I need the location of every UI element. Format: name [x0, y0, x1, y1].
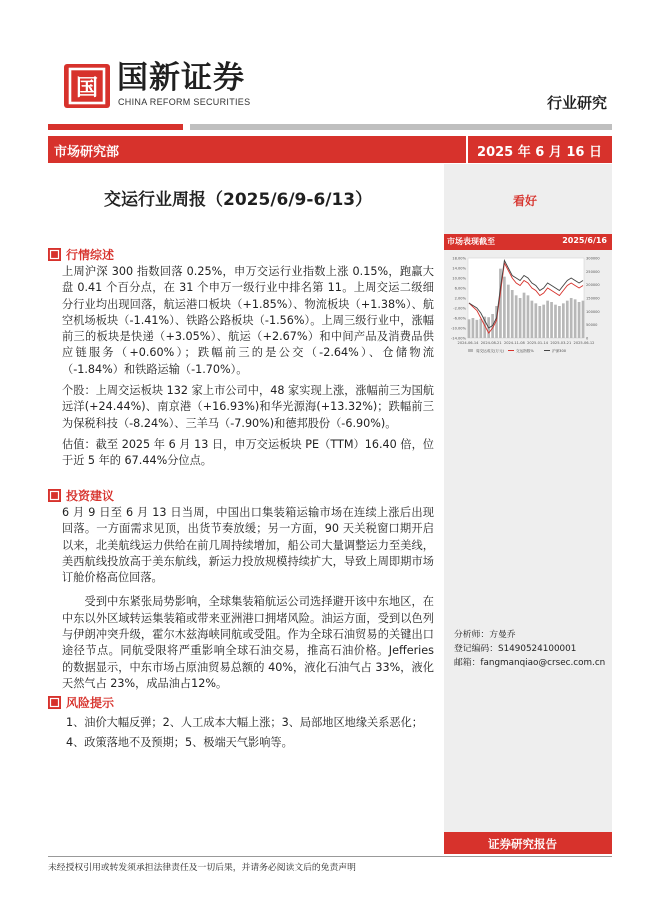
chart-svg — [444, 252, 612, 362]
y-tick-label-left: 18.00% — [452, 256, 466, 261]
logo-mark — [64, 64, 110, 108]
volume-bar — [550, 302, 553, 338]
section-header-invest — [48, 487, 433, 505]
volume-bar — [534, 303, 537, 338]
legend-label: 交运指数% — [516, 349, 534, 353]
chart-header — [444, 234, 612, 250]
sidebar — [444, 164, 612, 854]
report-title: 交运行业周报（2025/6/9-6/13） — [104, 190, 373, 210]
volume-bar — [566, 301, 569, 338]
risk-line: 4、政策落地不及预期；5、极端天气影响等。 — [66, 736, 293, 749]
volume-bar — [507, 285, 510, 338]
legend-swatch — [468, 349, 473, 352]
y-tick-label-right: 100000 — [586, 309, 600, 314]
volume-bar — [538, 306, 541, 338]
volume-bar — [546, 301, 549, 338]
investment-advice-text — [62, 505, 434, 692]
report-type: 行业研究 — [546, 94, 607, 112]
x-tick-label: 2025-01-14 — [527, 341, 549, 345]
y-tick-label-left: -10.00% — [451, 326, 466, 331]
y-tick-label-right: 50000 — [586, 323, 598, 328]
x-tick-label: 2024-11-08 — [503, 341, 525, 345]
volume-bar — [479, 319, 482, 338]
volume-bar — [578, 302, 581, 338]
disclaimer: 未经授权引用或转发须承担法律责任及一切后果，并请务必阅读文后的免责声明 — [48, 856, 612, 873]
analyst-name: 分析师：方曼乔 — [454, 630, 516, 640]
volume-bar — [523, 293, 526, 338]
volume-bar — [511, 290, 514, 338]
volume-bar — [515, 295, 518, 338]
volume-bar — [542, 305, 545, 338]
brand-name-en: CHINA REFORM SECURITIES — [118, 97, 251, 107]
market-performance-chart — [444, 252, 612, 362]
paragraph: 估值：截至 2025 年 6 月 13 日，申万交运板块 PE（TTM）16.40 倍，位于近 5 年的 67.44%分位点。 — [62, 437, 434, 468]
logo-seal-icon — [64, 64, 110, 108]
analyst-cert: 登记编码：S1490524100001 — [454, 644, 577, 654]
department-name: 市场研究部 — [54, 145, 120, 160]
x-tick-label: 2024-08-21 — [480, 341, 502, 345]
volume-bar — [554, 305, 557, 338]
chart-title: 市场表现截至 — [447, 237, 495, 246]
section-header-market — [48, 246, 433, 264]
y-tick-label-right: 0 — [586, 336, 589, 341]
y-tick-label-right: 300000 — [586, 256, 600, 261]
chart-date: 2025/6/16 — [562, 236, 607, 245]
section-marker-icon — [48, 489, 61, 502]
volume-bar — [476, 320, 479, 338]
y-tick-label-left: -14.00% — [451, 336, 466, 341]
bar-divider — [466, 136, 468, 163]
y-tick-label-left: 14.00% — [452, 266, 466, 271]
paragraph: 6 月 9 日至 6 月 13 日当周，中国出口集装箱运输市场在连续上涨后出现回落。一方面需求见顶，出货节奏放缓；另一方面，90 天关税窗口期开启以来，北美航线运力供给在前几周持续增加，船公司大量调整运力至美线，美西航线投放高于美东航线，新运力投放规模持续扩大，导致上周即期市场订舱价格高位回落。 — [62, 506, 434, 585]
volume-bar — [574, 299, 577, 338]
legend-label: 周交运成交(万元) — [476, 349, 504, 353]
section-marker-icon — [48, 696, 61, 709]
section-title: 行情综述 — [66, 248, 115, 262]
section-title: 投资建议 — [66, 489, 115, 503]
x-tick-label: 2025-06-12 — [573, 341, 595, 345]
section-header-risk — [48, 694, 433, 712]
market-overview-text — [62, 264, 434, 470]
paragraph: 受到中东紧张局势影响，全球集装箱航运公司选择避开该中东地区，在中东以外区域转运集装箱或带来亚洲港口拥堵风险。油运方面，受到以色列与伊朗冲突升级，霍尔木兹海峡同航或受阻。作为全球石油贸易的关键出口途径节点。同航受限将严重影响全球石油交易，推高石油价格。Jefferies 的数据显示，中东市场占原油贸易总额的 40%，液化石油气占 33%，液化天然气占 23%，成品油占12%。 — [62, 595, 434, 690]
paragraph: 上周沪深 300 指数回落 0.25%，申万交运行业指数上涨 0.15%，跑赢大盘 0.41 个百分点，在 31 个申万一级行业中排名第 11。上周交运二级细分行业均出现回落，航运港口板块（+1.85%）、物流板块（+1.38%）、航空机场板块（-1.41%）、铁路公路板块（-1.56%）。上周三级行业中，涨幅前三的板块是快递（+3.05%）、航运（+2.67%）和中间产品及消费品供应链服务（+0.60%）；跌幅前三的是公交（-2.64%）、仓储物流（-1.84%）和铁路运输（-1.70%）。 — [62, 265, 434, 376]
volume-bar — [468, 319, 471, 338]
analyst-email: 邮箱：fangmanqiao@crsec.com.cn — [454, 658, 606, 668]
legend-label: 沪深300 — [552, 349, 567, 353]
section-title: 风险提示 — [66, 696, 115, 710]
volume-bar — [562, 303, 565, 338]
volume-bar — [570, 298, 573, 338]
volume-bar — [472, 318, 475, 338]
volume-bar — [503, 277, 506, 338]
footer-label: 证券研究报告 — [488, 837, 557, 851]
logo-glyph: 国 — [75, 76, 99, 101]
y-tick-label-left: -6.00% — [453, 316, 466, 321]
volume-bar — [519, 298, 522, 338]
y-tick-label-left: 10.00% — [452, 276, 466, 281]
header-rule-gray — [190, 124, 612, 130]
y-tick-label-right: 250000 — [586, 269, 600, 274]
y-tick-label-left: -2.00% — [453, 306, 466, 311]
industry-rating: 看好 — [513, 194, 538, 208]
volume-bar — [527, 295, 530, 338]
volume-bar — [558, 306, 561, 338]
y-tick-label-left: 6.00% — [454, 286, 466, 291]
x-tick-label: 2024-06-14 — [457, 341, 479, 345]
paragraph: 个股：上周交运板块 132 家上市公司中，48 家实现上涨，涨幅前三为国航远洋(+24.44%)、南京港（+16.93%)和华光源海(+13.32%)；跌幅前三为保税科技（-8.24%）、三羊马（-7.90%)和德邦股份（-6.90%)。 — [62, 384, 434, 430]
x-tick-label: 2025-03-21 — [550, 341, 572, 345]
risk-line: 1、油价大幅反弹；2、人工成本大幅上涨；3、局部地区地缘关系恶化； — [66, 716, 423, 729]
section-marker-icon — [48, 248, 61, 261]
y-tick-label-right: 150000 — [586, 296, 600, 301]
sidebar-footer — [444, 832, 612, 854]
risk-list — [66, 713, 438, 753]
y-tick-label-right: 200000 — [586, 283, 600, 288]
header-rule-red — [48, 124, 183, 130]
department-bar — [48, 136, 612, 163]
volume-bar — [531, 301, 534, 338]
y-tick-label-left: 2.00% — [454, 296, 466, 301]
brand-name: 国新证券 — [117, 60, 245, 96]
volume-bar — [582, 301, 585, 338]
report-date: 2025 年 6 月 16 日 — [477, 145, 602, 160]
